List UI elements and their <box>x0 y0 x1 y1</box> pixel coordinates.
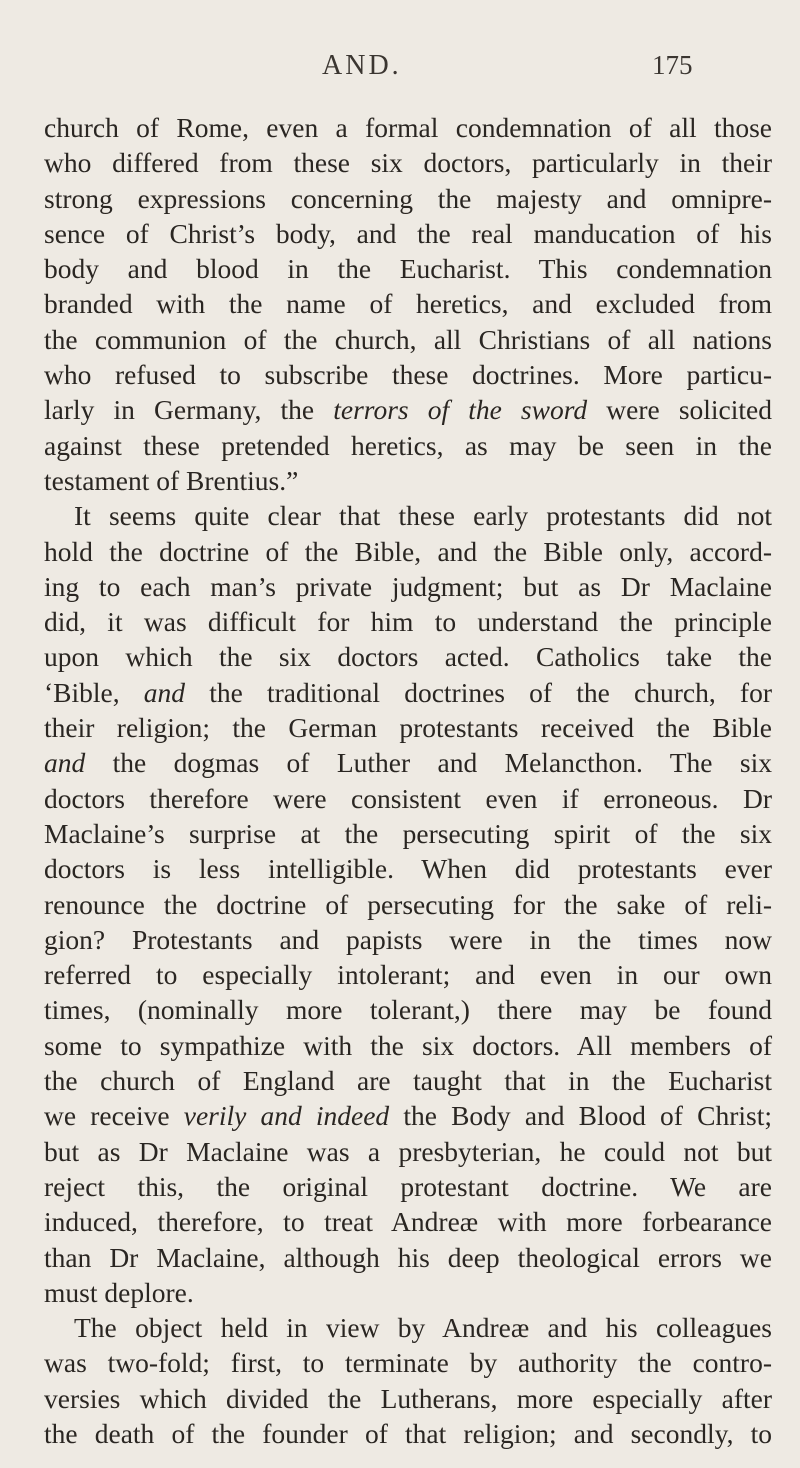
text-line: their religion; the German protestants received the Bible <box>44 712 772 744</box>
text-line: the death of the founder of that religion; and secondly, to <box>44 1417 772 1449</box>
text-line: doctors therefore were consistent even if erroneous. Dr <box>44 782 772 814</box>
text-line: renounce the doctrine of persecuting for the sake of reli- <box>44 888 772 920</box>
page-number: 175 <box>652 50 693 80</box>
italic-phrase: and <box>44 747 86 779</box>
text-line: ing to each man’s private judgment; but as Dr Maclaine <box>44 570 772 602</box>
text-line: testament of Brentius.” <box>44 464 299 496</box>
text-run: the Body and Blood of Christ; <box>389 1100 772 1132</box>
text-line <box>44 675 772 710</box>
text-line: gion? Protestants and papists were in the times now <box>44 923 772 955</box>
text-line: reject this, the original protestant doctrine. We are <box>44 1170 772 1202</box>
text-line <box>44 392 772 427</box>
running-title: AND. <box>322 50 402 81</box>
running-head <box>0 34 800 81</box>
text-line: who differed from these six doctors, particularly in their <box>44 147 772 179</box>
paragraph-start-line: It seems quite clear that these early protestants did not <box>74 500 772 532</box>
text-run: were solicited <box>587 394 772 426</box>
text-line: but as Dr Maclaine was a presbyterian, he could not but <box>44 1135 772 1167</box>
text-line: the communion of the church, all Christians of all nations <box>44 323 772 355</box>
text-line: upon which the six doctors acted. Catholics take the <box>44 641 772 673</box>
text-line: induced, therefore, to treat Andreæ with more forbearance <box>44 1206 772 1238</box>
italic-phrase: terrors of the sword <box>333 394 588 426</box>
text-line: body and blood in the Eucharist. This condemnation <box>44 253 772 285</box>
text-line: did, it was difficult for him to understand the principle <box>44 606 772 638</box>
text-line: branded with the name of heretics, and excluded from <box>44 288 772 320</box>
text-line: Maclaine’s surprise at the persecuting spirit of the six <box>44 817 772 849</box>
text-line: against these pretended heretics, as may be seen in the <box>44 429 772 461</box>
text-line: the church of England are taught that in the Eucharist <box>44 1065 772 1097</box>
body-text <box>44 110 772 1451</box>
text-line: church of Rome, even a formal condemnation of all those <box>44 112 772 143</box>
text-line: some to sympathize with the six doctors. All members of <box>44 1029 772 1061</box>
text-run: larly in Germany, the <box>44 394 334 426</box>
text-line: hold the doctrine of the Bible, and the Bible only, accord- <box>44 535 772 567</box>
text-line: must deplore. <box>44 1276 194 1308</box>
text-line: was two-fold; first, to terminate by authority the contro- <box>44 1347 772 1379</box>
text-run: we receive <box>44 1100 184 1132</box>
italic-phrase: and <box>143 676 186 708</box>
text-line: than Dr Maclaine, although his deep theological errors we <box>44 1241 772 1273</box>
text-run: the dogmas of Luther and Melancthon. The six <box>85 747 772 779</box>
text-run: ‘Bible, <box>44 676 144 708</box>
text-line: versies which divided the Lutherans, more especially after <box>44 1382 772 1414</box>
text-line: strong expressions concerning the majesty and omnipre- <box>44 182 772 214</box>
text-line <box>44 1098 772 1133</box>
text-line: sence of Christ’s body, and the real manducation of his <box>44 217 772 249</box>
text-line <box>44 745 772 780</box>
text-line: doctors is less intelligible. When did protestants ever <box>44 853 772 885</box>
paragraph-start-line: The object held in view by Andreæ and his colleagues <box>74 1312 772 1344</box>
italic-phrase: verily and indeed <box>183 1100 390 1132</box>
text-line: times, (nominally more tolerant,) there may be found <box>44 994 772 1026</box>
text-run: the traditional doctrines of the church, for <box>185 676 772 708</box>
text-line: who refused to subscribe these doctrines. More particu- <box>44 359 772 391</box>
text-line: referred to especially intolerant; and even in our own <box>44 959 772 991</box>
